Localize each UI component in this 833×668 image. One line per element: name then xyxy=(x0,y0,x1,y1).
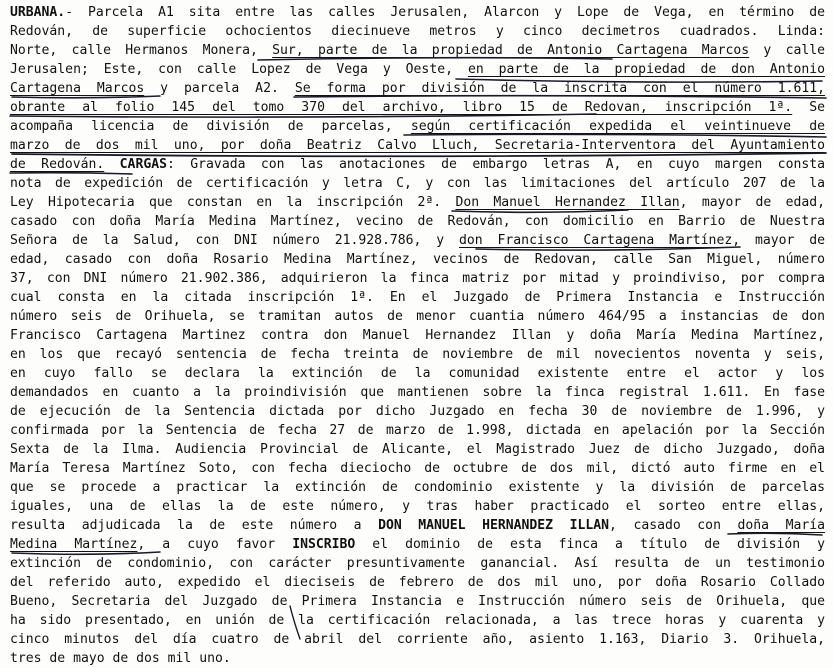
underlined-phrase: Se forma por división de la inscrita con el número 1.611, xyxy=(294,81,825,96)
underlined-phrase: Cartagena Marcos xyxy=(10,81,145,96)
text-line-22: de ejecución de la Sentencia dictada por dicho Juzgado en fecha 30 de noviembre de 1.996, y xyxy=(10,404,825,419)
text-line-12: casado con doña María Medina Martínez, vecino de Redován, con domicilio en Barrio de Nuestra xyxy=(10,214,825,229)
text-line-13: Señora de la Salud, con DNI número 21.928.786, y don Francisco Cartagena Martínez, mayor de xyxy=(10,233,825,248)
text-line-18: Francisco Cartagena Martinez contra don Manuel Hernandez Illan y doña María Medina Martínez, xyxy=(10,328,825,343)
text-line-3: Norte, calle Hermanos Monera, Sur, parte de la propiedad de Antonio Cartagena Marcos y calle xyxy=(10,43,825,58)
text-line-34: cinco minutos del día cuatro de abril del corriente año, asiento 1.163, Diario 3. Orihuela, xyxy=(10,632,825,647)
text-line-25: María Teresa Martínez Soto, con fecha dieciocho de octubre de dos mil, dictó auto firme en el xyxy=(10,461,825,476)
underlined-phrase: Don Manuel Hernandez Illan xyxy=(455,195,680,210)
underlined-phrase: según certificación expedida el veintinueve de xyxy=(410,119,825,134)
text-line-7: acompaña licencia de división de parcelas, según certificación expedida el veintinueve de xyxy=(10,119,825,134)
text-line-28: resulta adjudicada la de este número a DON MANUEL HERNANDEZ ILLAN, casado con doña María xyxy=(10,518,825,533)
underlined-phrase: marzo de dos mil uno, por doña Beatriz Calvo Lluch, Secretaria-Interventora del Ayuntamiento xyxy=(10,138,825,153)
text-line-32: Bueno, Secretaria del Juzgado de Primera Instancia e Instrucción número seis de Orihuela, que xyxy=(10,594,825,609)
text-line-11: Ley Hipotecaria que constan en la inscripción 2ª. Don Manuel Hernandez Illan, mayor de edad, xyxy=(10,195,825,210)
text-line-29: Medina Martínez, a cuyo favor INSCRIBO el dominio de esta finca a título de división y xyxy=(10,537,826,552)
text-line-26: que se procede a practicar la extinción de condominio existente y la división de parcelas xyxy=(10,480,825,495)
underlined-phrase: de Redován. xyxy=(10,157,105,172)
text-line-21: demandados en cuanto a la proindivisión que mantienen sobre la finca registral 1.611. En fase xyxy=(10,385,825,400)
text-line-16: cual consta en la citada inscripción 1ª. En el Juzgado de Primera Instancia e Instrucción xyxy=(10,290,825,305)
underlined-phrase: en parte de la propiedad de don Antonio xyxy=(467,62,825,77)
text-line-5: Cartagena Marcos y parcela A2. Se forma por división de la inscrita con el número 1.611, xyxy=(10,81,825,96)
text-line-15: 37, con DNI número 21.902.386, adquirieron la finca matriz por mitad y proindiviso, por compra xyxy=(10,271,825,286)
text-line-30: extinción de condominio, con carácter presuntivamente ganancial. Así resulta de un testimonio xyxy=(10,556,825,571)
text-line-33: ha sido presentado, en unión de la certificación relacionada, a las trece horas y cuarenta y xyxy=(10,613,825,628)
text-line-27: iguales, una de ellas la de este número, y tras haber practicado el sorteo entre ellas, xyxy=(10,499,825,514)
text-line-2: Redován, de superficie ochocientos diecinueve metros y cinco decimetros cuadrados. Linda: xyxy=(10,24,825,39)
text-line-24: Sexta de la Ilma. Audiencia Provincial de Alicante, el Magistrado Juez de dicho Juzgado, doña xyxy=(10,442,825,457)
underlined-phrase: obrante al folio 145 del tomo 370 del archivo, libro 15 de Redovan, inscripción 1ª. xyxy=(10,100,793,115)
text-line-35: tres de mayo de dos mil uno. xyxy=(10,651,231,666)
underlined-phrase: doña María xyxy=(737,518,825,533)
text-line-23: confirmada por la Sentencia de fecha 27 de marzo de 1.998, dictada en apelación por la Sección xyxy=(10,423,825,438)
text-line-20: en cuyo fallo se declara la extinción de la comunidad existente entre el actor y los xyxy=(10,366,825,381)
text-line-31: del referido auto, expedido el dieciseis de febrero de dos mil uno, por doña Rosario Collado xyxy=(10,575,825,590)
text-line-6: obrante al folio 145 del tomo 370 del archivo, libro 15 de Redovan, inscripción 1ª. Se xyxy=(10,100,825,115)
text-line-14: edad, casado con doña Rosario Medina Martínez, vecinos de Redovan, calle San Miguel, número xyxy=(10,252,825,267)
text-line-8 xyxy=(10,136,825,155)
underlined-phrase: Medina Martínez xyxy=(10,537,138,552)
text-line-19: en los que recayó sentencia de fecha treinta de noviembre de mil novecientos noventa y seis, xyxy=(10,347,825,362)
underlined-phrase: don Francisco Cartagena Martínez xyxy=(459,233,733,248)
text-line-1: URBANA.- Parcela A1 sita entre las calles Jerusalen, Alarcon y Lope de Vega, en término de xyxy=(10,5,825,20)
underlined-phrase: Sur, parte de la propiedad de Antonio Cartagena Marcos xyxy=(272,43,750,58)
text-line-17: número seis de Orihuela, se tramitan autos de menor cuantia número 464/95 a instancias de don xyxy=(10,309,825,324)
text-line-4: Jerusalen; Este, con calle Lopez de Vega y Oeste, en parte de la propiedad de don Antonio xyxy=(10,62,825,77)
text-line-10: nota de expedición de certificación y letra C, y con las limitaciones del artículo 207 de la xyxy=(10,176,825,191)
text-line-9: de Redován. CARGAS: Gravada con las anotaciones de embargo letras A, en cuyo margen consta xyxy=(10,157,825,172)
